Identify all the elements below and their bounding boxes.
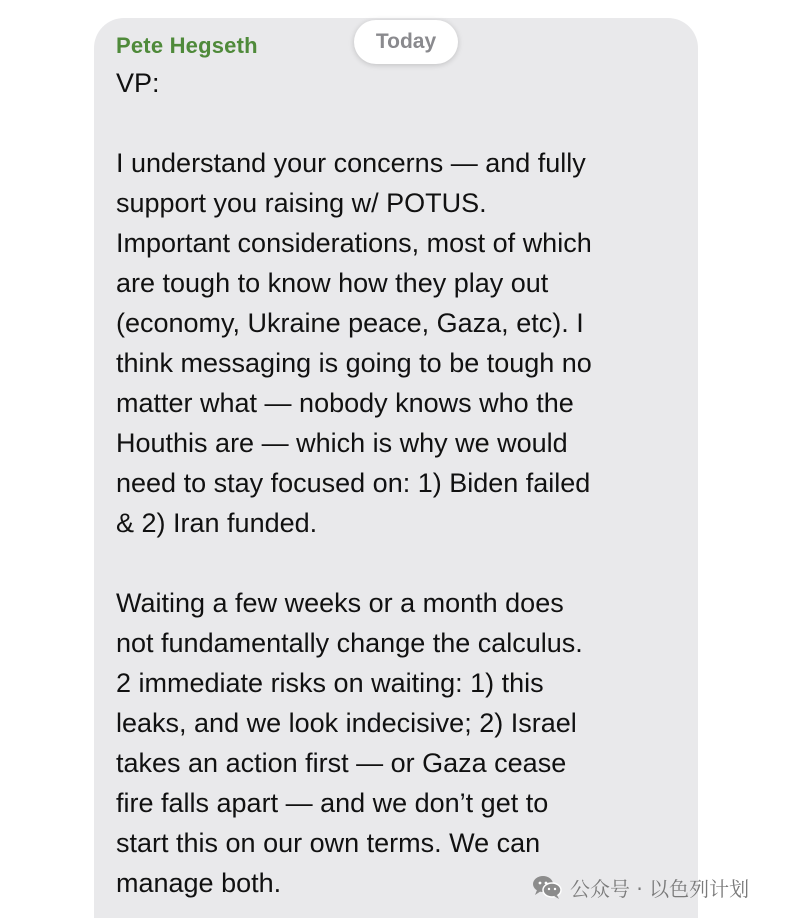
message-line: leaks, and we look indecisive; 2) Israel — [116, 708, 577, 738]
message-line: Waiting a few weeks or a month does — [116, 588, 564, 618]
message-line: matter what — nobody knows who the — [116, 388, 574, 418]
message-line: start this on our own terms. We can — [116, 828, 541, 858]
message-line: support you raising w/ POTUS. — [116, 188, 487, 218]
message-blank-line — [116, 103, 686, 143]
date-separator-pill — [354, 20, 458, 64]
message-line: not fundamentally change the calculus. — [116, 628, 583, 658]
message-body — [116, 63, 686, 903]
sender-name: Pete Hegseth — [116, 33, 258, 58]
message-line: VP: — [116, 68, 160, 98]
message-line: think messaging is going to be tough no — [116, 348, 592, 378]
message-line: Important considerations, most of which — [116, 228, 592, 258]
message-line: 2 immediate risks on waiting: 1) this — [116, 668, 544, 698]
message-line: need to stay focused on: 1) Biden failed — [116, 468, 591, 498]
message-line: & 2) Iran funded. — [116, 508, 318, 538]
message-line: (economy, Ukraine peace, Gaza, etc). I — [116, 308, 584, 338]
date-separator-label: Today — [375, 30, 437, 53]
message-line: fire falls apart — and we don’t get to — [116, 788, 549, 818]
message-line: Houthis are — which is why we would — [116, 428, 568, 458]
message-line: are tough to know how they play out — [116, 268, 549, 298]
message-line: manage both. — [116, 868, 282, 898]
watermark — [532, 870, 749, 904]
watermark-text: 公众号 · 以色列计划 — [570, 876, 750, 901]
message-line: I understand your concerns — and fully — [116, 148, 586, 178]
message-blank-line — [116, 543, 686, 583]
message-line: takes an action first — or Gaza cease — [116, 748, 567, 778]
wechat-icon — [532, 874, 562, 900]
